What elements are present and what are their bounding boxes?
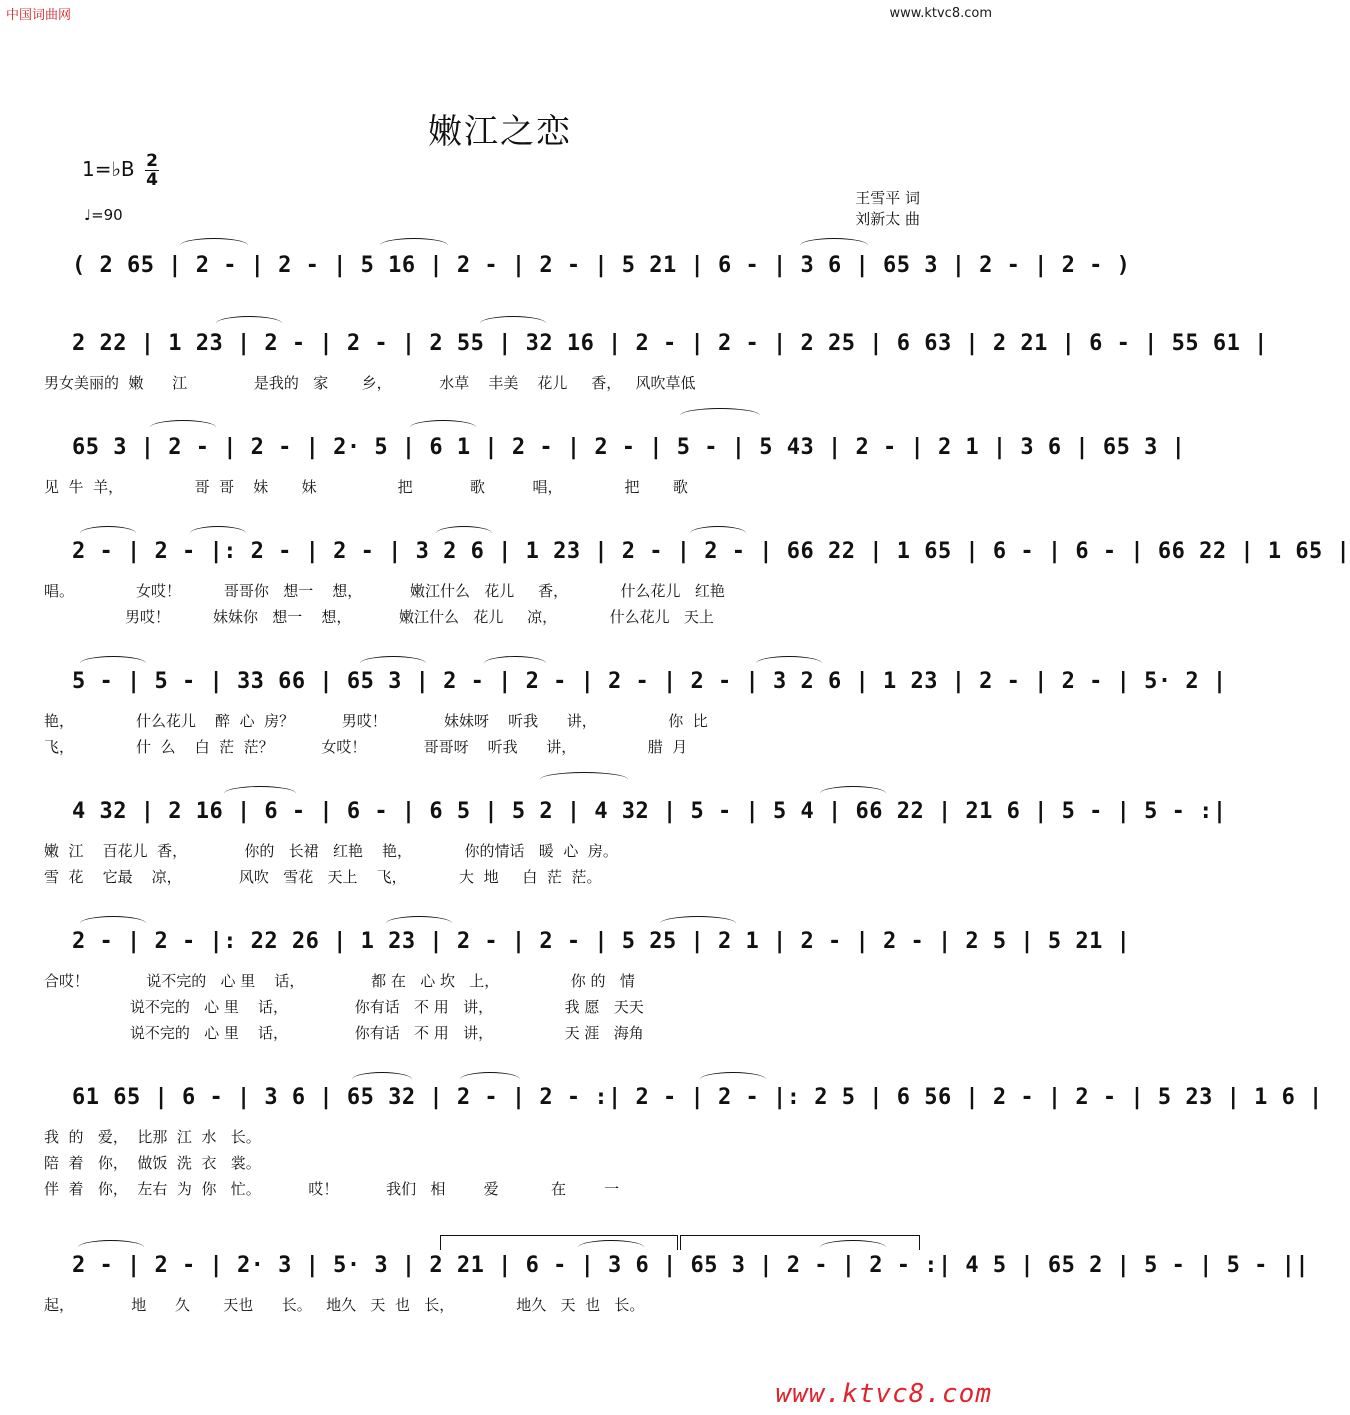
slur xyxy=(180,238,248,253)
slur xyxy=(690,526,746,541)
site-url-link[interactable]: www.ktvc8.com xyxy=(889,6,992,21)
lyric-line xyxy=(0,1294,1000,1316)
notation-text: 2 - | 2 - | 2· 3 | 5· 3 | 2 21 | 6 - | 3 6 | 65 3 | 2 - | 2 - :| 4 5 | 65 2 | 5 - | 5 - || xyxy=(72,1253,1310,1278)
slur xyxy=(380,238,448,253)
notation-line xyxy=(0,536,1350,568)
notation-text: 5 - | 5 - | 33 66 | 65 3 | 2 - | 2 - | 2 - | 2 - | 3 2 6 | 1 23 | 2 - | 2 - | 5· 2 | xyxy=(72,669,1227,694)
notation-line xyxy=(0,926,1131,958)
slur xyxy=(820,786,886,801)
lyric-text: 说不完的 心 里 话， 你有话 不 用 讲， 天 涯 海角 xyxy=(44,1024,644,1042)
notation-text: 65 3 | 2 - | 2 - | 2· 5 | 6 1 | 2 - | 2 - | 5 - | 5 43 | 2 - | 2 1 | 3 6 | 65 3 | xyxy=(72,435,1186,460)
volta-bracket-1 xyxy=(440,1235,678,1250)
lyric-line xyxy=(0,996,1000,1018)
slur xyxy=(80,656,146,671)
lyricist-credit: 王雪平 词 xyxy=(855,189,920,207)
lyric-line xyxy=(0,710,1000,732)
lyric-text: 雪 花 它最 凉， 风吹 雪花 天上 飞， 大 地 白 茫 茫。 xyxy=(44,868,602,886)
lyric-text: 伴 着 你， 左右 为 你 忙。 哎！ 我们 相 爱 在 一 xyxy=(44,1180,620,1198)
slur xyxy=(78,1240,144,1255)
slur xyxy=(190,526,246,541)
notation-text: 2 22 | 1 23 | 2 - | 2 - | 2 55 | 32 16 | 2 - | 2 - | 2 25 | 6 63 | 2 21 | 6 - | 55 61 | xyxy=(72,331,1268,356)
lyric-text: 男哎！ 妹妹你 想一 想， 嫩江什么 花儿 凉， 什么花儿 天上 xyxy=(44,608,714,626)
time-signature xyxy=(145,152,159,189)
time-numerator: 2 xyxy=(146,151,158,171)
slur xyxy=(480,316,546,331)
notation-text: ( 2 65 | 2 - | 2 - | 5 16 | 2 - | 2 - | 5 21 | 6 - | 3 6 | 65 3 | 2 - | 2 - ) xyxy=(72,253,1131,278)
slur xyxy=(386,916,452,931)
lyric-line xyxy=(0,476,1000,498)
slur xyxy=(540,772,628,787)
credits xyxy=(855,188,920,230)
slur xyxy=(484,656,546,671)
key-prefix: 1=♭B xyxy=(82,157,135,181)
composer-credit: 刘新太 曲 xyxy=(855,210,920,228)
notation-line xyxy=(0,250,1131,282)
lyric-line xyxy=(0,1022,1000,1044)
slur xyxy=(436,526,492,541)
lyric-text: 说不完的 心 里 话， 你有话 不 用 讲， 我 愿 天天 xyxy=(44,998,644,1016)
notation-text: 2 - | 2 - |: 22 26 | 1 23 | 2 - | 2 - | 5 25 | 2 1 | 2 - | 2 - | 2 5 | 5 21 | xyxy=(72,929,1131,954)
notation-text: 2 - | 2 - |: 2 - | 2 - | 3 2 6 | 1 23 | 2 - | 2 - | 66 22 | 1 65 | 6 - | 6 - | 66 22 | 1 65 | xyxy=(72,539,1350,564)
lyric-line xyxy=(0,580,1000,602)
lyric-text: 陪 着 你， 做饭 洗 衣 裳。 xyxy=(44,1154,261,1172)
lyric-line xyxy=(0,1152,1000,1174)
slur xyxy=(352,1072,412,1087)
lyric-text: 合哎！ 说不完的 心 里 话， 都 在 心 坎 上， 你 的 情 xyxy=(44,972,635,990)
slur xyxy=(216,316,282,331)
volta-bracket-2 xyxy=(680,1235,920,1250)
slur xyxy=(460,1072,520,1087)
lyric-line xyxy=(0,1178,1000,1200)
slur xyxy=(360,656,426,671)
lyric-line xyxy=(0,1126,1000,1148)
slur xyxy=(80,526,136,541)
slur xyxy=(150,420,216,435)
lyric-line xyxy=(0,970,1000,992)
notation-line xyxy=(0,432,1186,464)
lyric-text: 唱。 女哎！ 哥哥你 想一 想， 嫩江什么 花儿 香， 什么花儿 红艳 xyxy=(44,582,725,600)
lyric-line xyxy=(0,372,1000,394)
slur xyxy=(224,786,296,801)
notation-text: 61 65 | 6 - | 3 6 | 65 32 | 2 - | 2 - :| 2 - | 2 - |: 2 5 | 6 56 | 2 - | 2 - | 5 23 | 1 6 | xyxy=(72,1085,1323,1110)
site-name-link[interactable]: 中国词曲网 xyxy=(6,8,72,23)
lyric-text: 起， 地 久 天也 长。 地久 天 也 长， 地久 天 也 长。 xyxy=(44,1296,645,1314)
slur xyxy=(800,238,868,253)
tempo-marking: ♩=90 xyxy=(84,206,123,224)
lyric-line xyxy=(0,840,1000,862)
notation-text: 4 32 | 2 16 | 6 - | 6 - | 6 5 | 5 2 | 4 32 | 5 - | 5 4 | 66 22 | 21 6 | 5 - | 5 - :| xyxy=(72,799,1227,824)
lyric-line xyxy=(0,736,1000,758)
slur xyxy=(410,420,476,435)
lyric-line xyxy=(0,606,1000,628)
notation-line xyxy=(0,328,1268,360)
slur xyxy=(700,1072,766,1087)
lyric-text: 嫩 江 百花儿 香， 你的 长裙 红艳 艳， 你的情话 暖 心 房。 xyxy=(44,842,618,860)
lyric-text: 男女美丽的 嫩 江 是我的 家 乡， 水草 丰美 花儿 香， 风吹草低 xyxy=(44,374,696,392)
slur xyxy=(660,916,736,931)
lyric-text: 艳， 什么花儿 醉 心 房？ 男哎！ 妹妹呀 听我 讲， 你 比 xyxy=(44,712,708,730)
song-title: 嫩江之恋 xyxy=(428,112,572,152)
key-signature xyxy=(82,152,159,189)
slur xyxy=(756,656,822,671)
lyric-text: 飞， 什 么 白 茫 茫？ 女哎！ 哥哥呀 听我 讲， 腊 月 xyxy=(44,738,688,756)
lyric-text: 见 牛 羊， 哥 哥 妹 妹 把 歌 唱， 把 歌 xyxy=(44,478,688,496)
watermark-logo: www.ktvc8.com xyxy=(775,1379,992,1409)
slur xyxy=(680,408,760,423)
lyric-line xyxy=(0,866,1000,888)
slur xyxy=(80,916,146,931)
lyric-text: 我 的 爱， 比那 江 水 长。 xyxy=(44,1128,261,1146)
time-denominator: 4 xyxy=(146,170,158,190)
